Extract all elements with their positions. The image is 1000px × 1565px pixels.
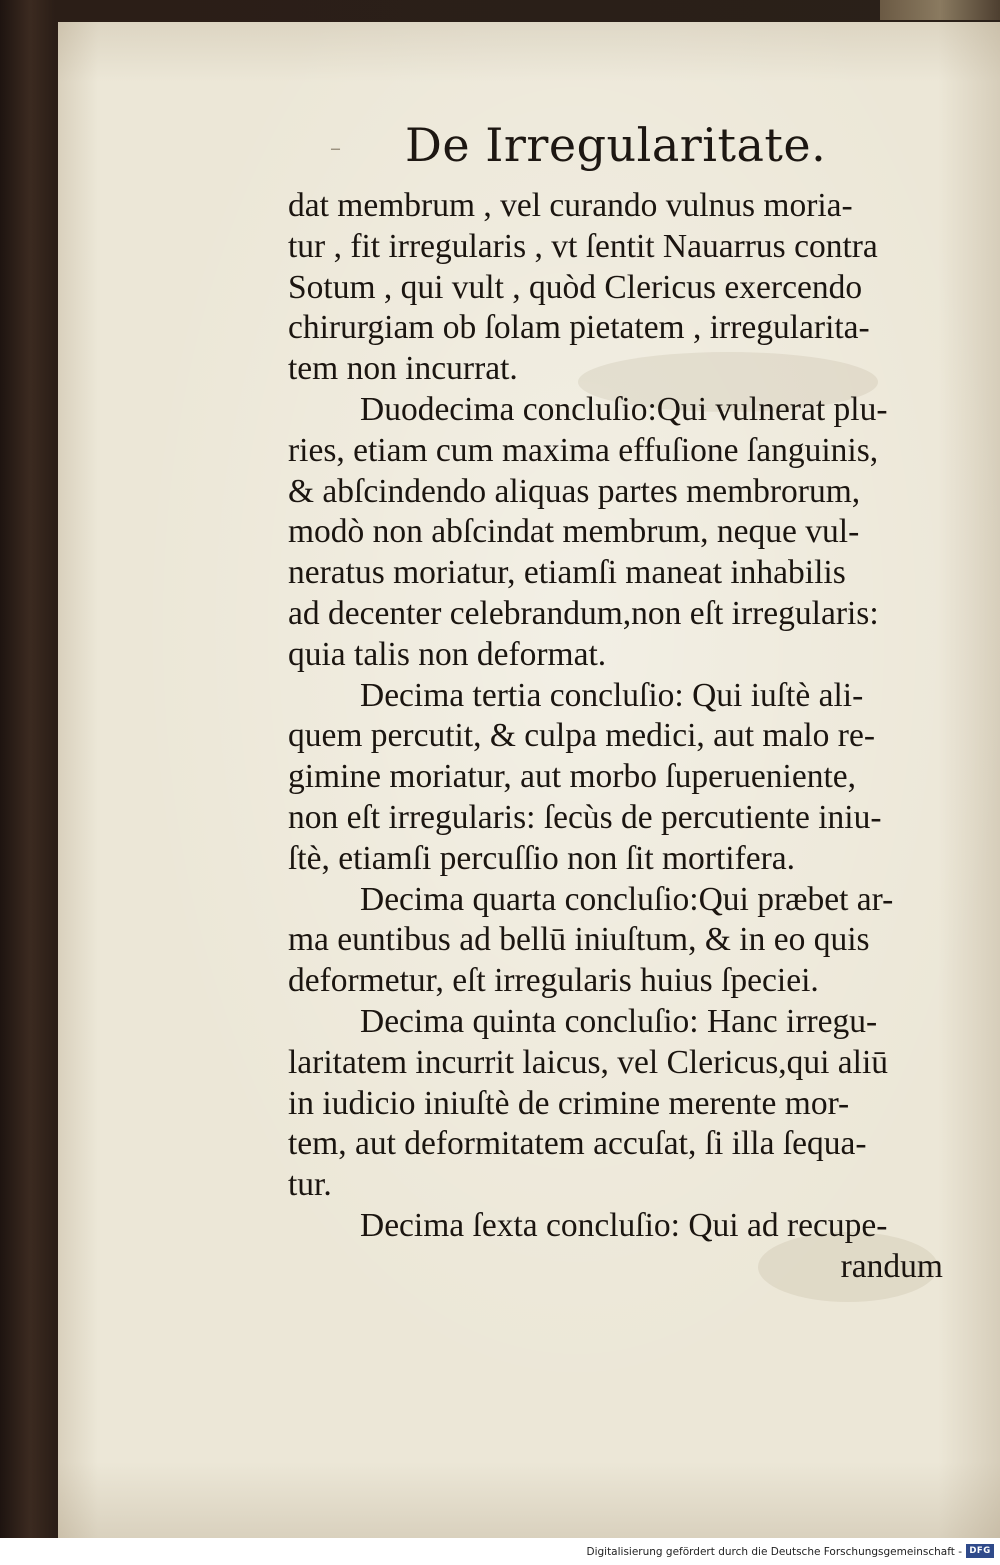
text-line: ries, etiam cum maxima effuſione ſanguinis, — [288, 431, 879, 469]
text-line: neratus moriatur, etiamſi maneat inhabilis — [288, 554, 846, 592]
text-line: non eſt irregularis: ſecùs de percutiente iniu- — [288, 798, 882, 836]
paragraph-start-line: Duodecima concluſio:Qui vulnerat plu- — [360, 390, 888, 428]
text-line: tem non incurrat. — [288, 350, 518, 388]
text-line: deformetur, eſt irregularis huius ſpeciei. — [288, 962, 819, 1000]
text-line: tur , fit irregularis , vt ſentit Nauarrus contra — [288, 227, 878, 265]
text-line: & abſcindendo aliquas partes membrorum, — [288, 472, 861, 510]
text-line: dat membrum , vel curando vulnus moria- — [288, 187, 853, 224]
text-line: modò non abſcindat membrum, neque vul- — [288, 513, 860, 551]
text-line: Sotum , qui vult , quòd Clericus exercendo — [288, 268, 863, 306]
text-line: tem, aut deformitatem accuſat, ſi illa ſequa- — [288, 1125, 867, 1163]
running-head: De Irregularitate. — [405, 118, 827, 172]
text-line: tur. — [288, 1166, 332, 1204]
text-line: gimine moriatur, aut morbo ſuperueniente, — [288, 758, 856, 796]
text-line: chirurgiam ob ſolam pietatem , irregularita- — [288, 309, 870, 347]
text-line: laritatem incurrit laicus, vel Clericus,qui aliū — [288, 1043, 889, 1081]
paragraph-start-line: Decima quarta concluſio:Qui præbet ar- — [360, 880, 894, 918]
text-line: ſtè, etiamſi percuſſio non ſit mortifera. — [288, 839, 795, 877]
paragraph-start-line: Decima tertia concluſio: Qui iuſtè ali- — [360, 676, 864, 714]
paragraph-start-line: Decima quinta concluſio: Hanc irregu- — [360, 1002, 878, 1040]
head-ornament: – — [330, 136, 341, 161]
book-edge — [880, 0, 1000, 20]
dfg-logo: DFG — [966, 1544, 994, 1558]
text-line: quem percutit, & culpa medici, aut malo re- — [288, 717, 875, 755]
text-line: in iudicio iniuſtè de crimine merente mor- — [288, 1084, 850, 1122]
catchword: randum — [840, 1247, 943, 1285]
text-line: ad decenter celebrandum,non eſt irregularis: — [288, 594, 879, 632]
text-line: ma euntibus ad bellū iniuſtum, & in eo quis — [288, 921, 870, 959]
paragraph-start-line: Decima ſexta concluſio: Qui ad recupe- — [360, 1206, 888, 1244]
footer-credit: Digitalisierung gefördert durch die Deutsche Forschungsgemeinschaft - — [586, 1546, 962, 1558]
text-line: quia talis non deformat. — [288, 635, 607, 673]
body-text — [288, 186, 943, 1288]
digitization-footer — [0, 1538, 1000, 1565]
